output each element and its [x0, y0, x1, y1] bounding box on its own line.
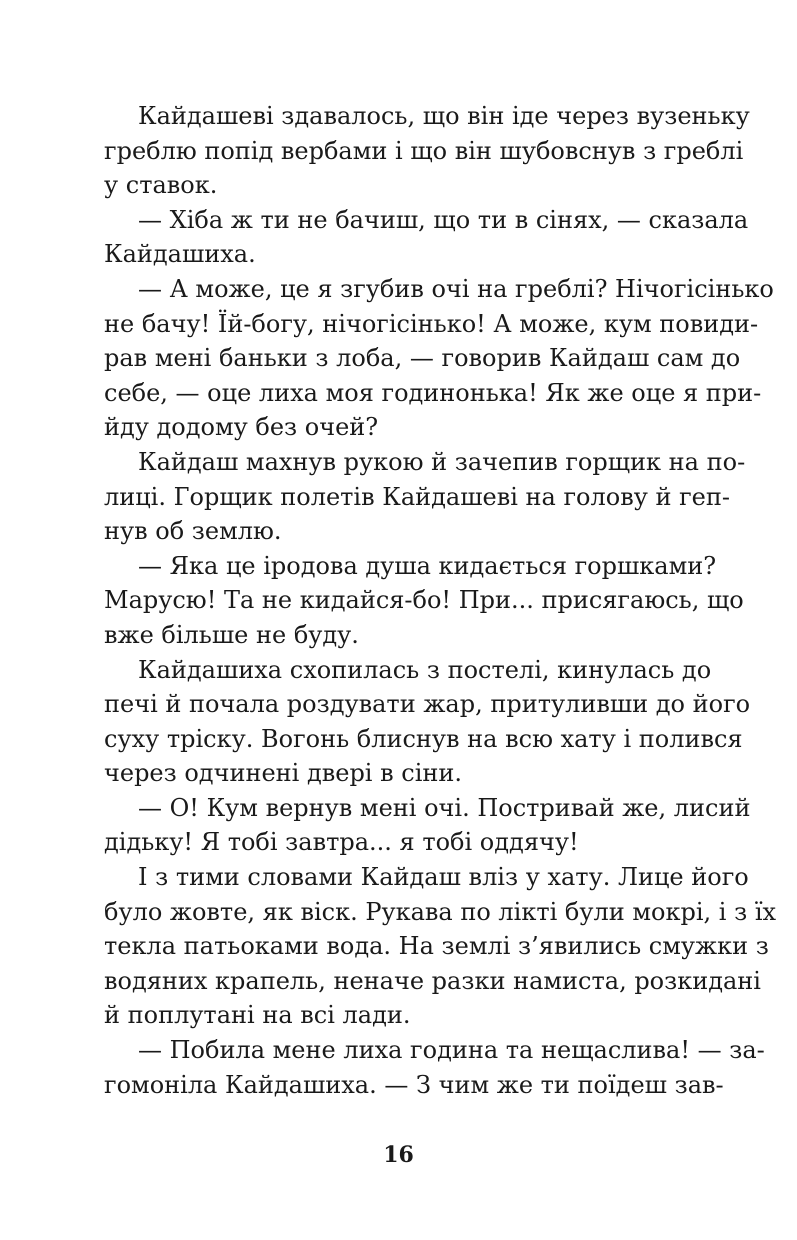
text-line: — О! Кум вернув мені очі. Постривай же, лисий: [138, 793, 751, 822]
text-line: Кайдашиха схопилась з постелі, кинулась до: [138, 655, 712, 684]
text-line: Кайдашиха.: [104, 240, 256, 269]
text-line: було жовте, як віск. Рукава по лікті були мокрі, і з їх: [104, 897, 777, 926]
text-line: суху тріску. Вогонь блиснув на всю хату і полився: [104, 724, 743, 753]
paragraph: [104, 549, 744, 653]
text-line: себе, — оце лиха моя годинонька! Як же оце я при-: [104, 378, 762, 407]
paragraph: [104, 99, 750, 203]
page-number: 16: [383, 1142, 414, 1168]
paragraph: [104, 203, 749, 272]
text-line: текла патьоками вода. На землі з’явились смужки з: [104, 932, 769, 961]
paragraph: [104, 272, 774, 445]
text-line: не бачу! Їй-богу, нічогісінько! А може, кум повиди-: [104, 309, 759, 338]
body-text: [104, 99, 777, 1102]
text-line: — А може, це я згубив очі на греблі? Нічогісінько: [138, 274, 774, 303]
text-line: вже більше не буду.: [104, 620, 359, 649]
text-line: — Хіба ж ти не бачиш, що ти в сінях, — сказала: [138, 205, 749, 234]
paragraph: [104, 791, 751, 860]
text-line: — Яка це іродова душа кидається горшками?: [138, 551, 717, 580]
text-line: йду додому без очей?: [104, 413, 379, 442]
text-line: Кайдашеві здавалось, що він іде через вузеньку: [138, 102, 750, 130]
text-line: й поплутані на всі лади.: [104, 1001, 411, 1030]
text-line: рав мені баньки з лоба, — говорив Кайдаш сам до: [104, 344, 741, 373]
text-line: лиці. Горщик полетів Кайдашеві на голову й геп-: [104, 482, 730, 511]
text-line: через одчинені двері в сіни.: [104, 759, 462, 788]
text-line: у ставок.: [104, 171, 218, 200]
text-line: — Побила мене лиха година та нещаслива! — за-: [138, 1036, 765, 1065]
text-line: греблю попід вербами і що він шубовснув з греблі: [104, 136, 744, 165]
text-line: дідьку! Я тобі завтра... я тобі оддячу!: [104, 828, 579, 857]
text-line: водяних крапель, неначе разки намиста, розкидані: [104, 966, 761, 995]
paragraph: [104, 445, 746, 549]
paragraph: [104, 860, 777, 1033]
paragraph: [104, 1033, 765, 1102]
paragraph: [104, 653, 751, 791]
text-line: Марусю! Та не кидайся-бо! При... присягаюсь, що: [104, 586, 744, 615]
text-line: І з тими словами Кайдаш вліз у хату. Лице його: [138, 863, 749, 892]
text-line: Кайдаш махнув рукою й зачепив горщик на по-: [138, 447, 746, 476]
text-line: печі й почала роздувати жар, притуливши до його: [104, 690, 751, 719]
text-line: нув об землю.: [104, 517, 282, 546]
text-line: гомоніла Кайдашиха. — З чим же ти поїдеш зав-: [104, 1070, 724, 1099]
